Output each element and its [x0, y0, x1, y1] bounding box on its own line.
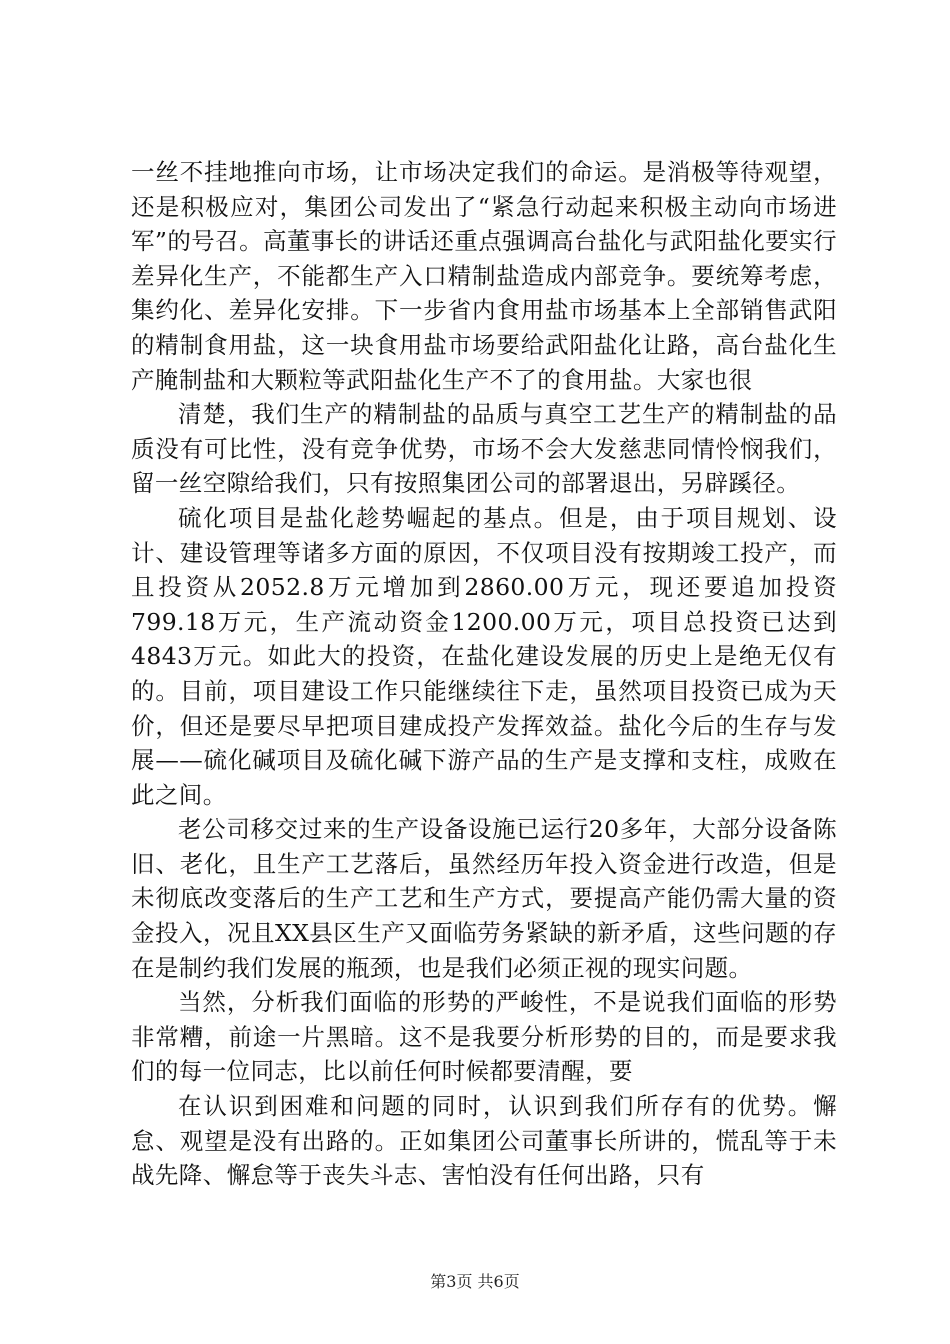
- paragraph-2: 清楚，我们生产的精制盐的品质与真空工艺生产的精制盐的品质没有可比性，没有竞争优势，市场不会大发慈悲同情怜悯我们，留一丝空隙给我们，只有按照集团公司的部署退出，另辟蹊径。: [131, 400, 837, 498]
- paragraph-3: 硫化项目是盐化趁势崛起的基点。但是，由于项目规划、设计、建设管理等诸多方面的原因，不仅项目没有按期竣工投产，而且投资从2052.8万元增加到2860.00万元，现还要追加投资799.18万元，生产流动资金1200.00万元，项目总投资已达到4843万元。如此大的投资，在盐化建设发展的历史上是绝无仅有的。目前，项目建设工作只能继续往下走，虽然项目投资已成为天价，但还是要尽早把项目建成投产发挥效益。盐化今后的生存与发展——硫化碱项目及硫化碱下游产品的生产是支撑和支柱，成败在此之间。: [131, 503, 837, 809]
- paragraph-6: 在认识到困难和问题的同时，认识到我们所存有的优势。懈怠、观望是没有出路的。正如集团公司董事长所讲的，慌乱等于未战先降、懈怠等于丧失斗志、害怕没有任何出路，只有: [131, 1092, 837, 1190]
- paragraph-5: 当然，分析我们面临的形势的严峻性，不是说我们面临的形势非常糟，前途一片黑暗。这不是我要分析形势的目的，而是要求我们的每一位同志，比以前任何时候都要清醒，要: [131, 988, 837, 1086]
- body-text: [131, 155, 837, 1193]
- paragraph-4: 老公司移交过来的生产设备设施已运行20多年，大部分设备陈旧、老化，且生产工艺落后，虽然经历年投入资金进行改造，但是未彻底改变落后的生产工艺和生产方式，要提高产能仍需大量的资金投入，况且XX县区生产又面临劳务紧缺的新矛盾，这些问题的存在是制约我们发展的瓶颈，也是我们必须正视的现实问题。: [131, 815, 837, 982]
- page-footer: [0, 1272, 950, 1292]
- paragraph-1: 一丝不挂地推向市场，让市场决定我们的命运。是消极等待观望，还是积极应对，集团公司发出了“紧急行动起来积极主动向市场进军”的号召。高董事长的讲话还重点强调高台盐化与武阳盐化要实行差异化生产，不能都生产入口精制盐造成内部竞争。要统筹考虑，集约化、差异化安排。下一步省内食用盐市场基本上全部销售武阳的精制食用盐，这一块食用盐市场要给武阳盐化让路，高台盐化生产腌制盐和大颗粒等武阳盐化生产不了的食用盐。大家也很: [131, 158, 837, 394]
- page-number-label: 第3页 共6页: [430, 1272, 520, 1291]
